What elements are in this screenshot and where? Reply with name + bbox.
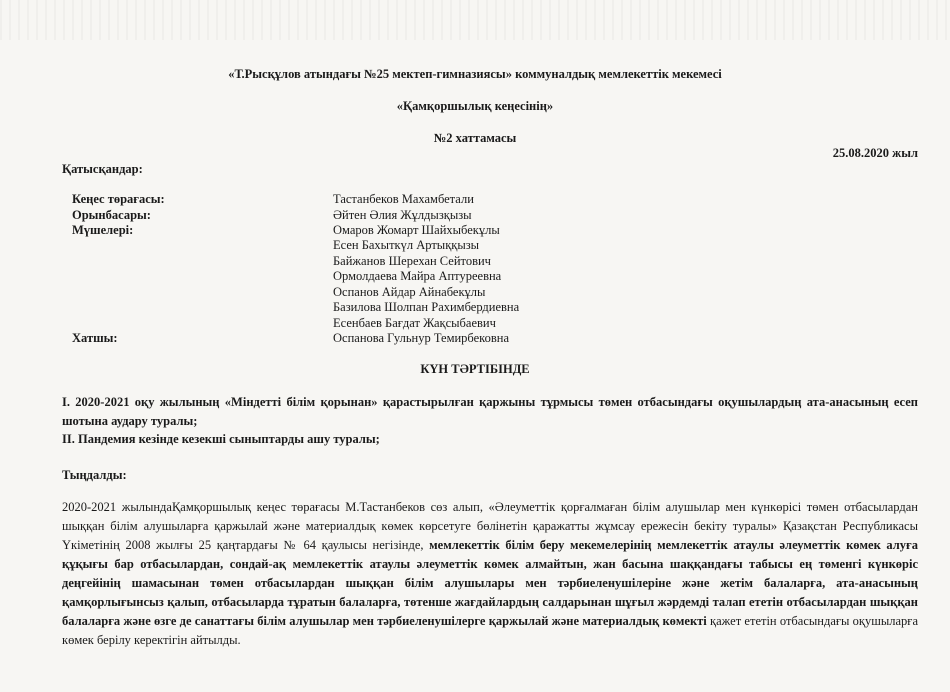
- heard-paragraph: [62, 498, 918, 650]
- agenda-item-1: I. 2020-2021 оқу жылының «Міндетті білім қорынан» қарастырылған қаржыны тұрмысы төмен отбасындағы оқушылардың ата-анасының есеп шотына аудару туралы;: [62, 395, 918, 428]
- protocol-number: №2 хаттамасы: [433, 131, 517, 145]
- member-name: Базилова Шолпан Рахимбердиевна: [333, 300, 520, 314]
- member-name: Оспанов Айдар Айнабекұлы: [333, 285, 486, 299]
- heard-text-end: қажет ететін отбасындағы оқушыларға көмек берілу керектігін айтылды.: [62, 614, 918, 647]
- member-name: Байжанов Шерехан Сейтович: [333, 254, 491, 268]
- member-name: Ормолдаева Майра Аптуреевна: [333, 269, 502, 283]
- chair-name: Тастанбеков Махамбетали: [333, 192, 474, 206]
- deputy-name: Әйтен Әлия Жұлдызқызы: [333, 208, 472, 222]
- member-name: Есен Бахыткүл Артыққызы: [333, 238, 480, 252]
- agenda-title: КҮН ТӘРТІБІНДЕ: [420, 362, 530, 376]
- heard-label: Тыңдалды:: [62, 468, 127, 482]
- heard-text-bold: мемлекеттік білім беру мекемелерінің мемлекеттік атаулы әлеуметтік көмек алуға құқығы бар отбасылардан, сондай-ақ мемлекеттік атаулы әлеуметтік көмек алмайтын, жан басына шаққандағы табысы ең төменгі күнкөріс деңгейінің шамасынан төмен отбасылардан шыққан білім алушылары мен тәрбиеленушілеріне және жетім балаларға, ата-анасының қамқорлығынсыз қалып, отбасыларда тұратын балаларға, төтенше жағдайлардың салдарынан шұғыл жәрдемді талап ететін отбасылардан шыққан балаларға және өзге де санаттағы білім алушылар мен тәрбиеленушілерге қаржылай және материалдық көмекті: [62, 538, 918, 628]
- document-date: 25.08.2020 жыл: [832, 146, 918, 160]
- chair-role: Кеңес төрағасы:: [72, 192, 165, 206]
- members-role: Мүшелері:: [72, 223, 134, 237]
- member-name: Есенбаев Бағдат Жақсыбаевич: [333, 316, 496, 330]
- council-title: «Қамқоршылық кеңесінің»: [396, 99, 554, 113]
- institution-title: «Т.Рысқұлов атындағы №25 мектеп-гимназиясы» коммуналдық мемлекеттік мекемесі: [228, 67, 722, 81]
- participants-label: Қатысқандар:: [62, 162, 143, 176]
- secretary-name: Оспанова Гульнур Темирбековна: [333, 331, 509, 345]
- agenda-item-2: II. Пандемия кезінде кезекші сыныптарды ашу туралы;: [62, 432, 380, 446]
- deputy-role: Орынбасары:: [72, 208, 151, 222]
- member-name: Омаров Жомарт Шайхыбекұлы: [333, 223, 500, 237]
- scan-artifact: [0, 0, 950, 40]
- heard-text-start: 2020-2021 жылындаҚамқоршылық кеңес төрағасы М.Тастанбеков сөз алып, «Әлеуметтік қорғалмаған білім алушылар мен күнкөрісі төмен отбасылардан шыққан білім алушыларға қаржылай және материалдық көмек көрсетуге бөлінетін қаражатты жұмсау ережесін бекіту туралы» Қазақстан Республикасы Үкіметінің 2008 жылғы 25 қаңтардағы № 64 қаулысы негізінде,: [62, 500, 918, 552]
- secretary-role: Хатшы:: [72, 331, 118, 345]
